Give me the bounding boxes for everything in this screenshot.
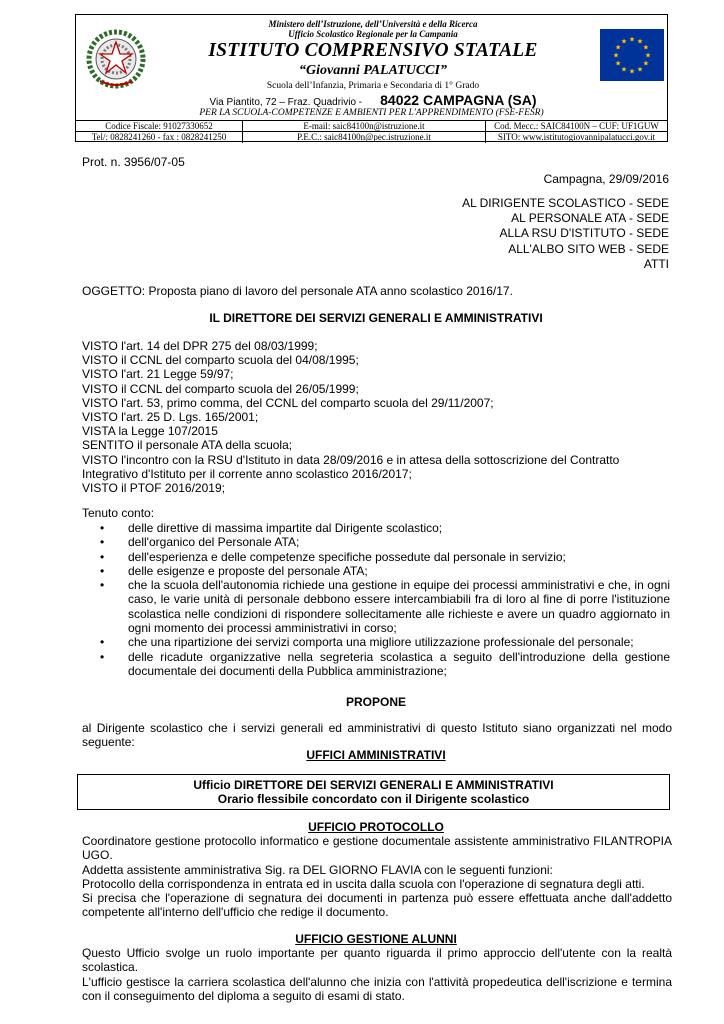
pec-address[interactable]: P.E.C.: saic84100n@pec.istruzione.it: [243, 132, 486, 143]
list-item-text: dell'esperienza e delle competenze specifiche possedute dal personale in servizio;: [128, 549, 566, 564]
list-item: [82, 578, 670, 635]
list-item-text: delle ricadute organizzative nella segreteria scolastica a seguito dell'introduzione della gestione documentale dei documenti della Pubblica amministrazione;: [128, 649, 670, 678]
ministry-line: Ministero dell’Istruzione, dell’Università e della Ricerca: [268, 19, 478, 29]
legal-references-list: [82, 339, 672, 495]
eu-star-icon: ★: [636, 37, 644, 46]
bullet-icon: •: [100, 535, 105, 550]
institute-name: “Giovanni PALATUCCI”: [299, 63, 447, 78]
eu-star-icon: ★: [620, 37, 628, 46]
eu-star-icon: ★: [614, 59, 622, 68]
recipient-line: AL PERSONALE ATA - SEDE: [511, 211, 669, 226]
eu-star-icon: ★: [628, 67, 636, 76]
list-item: [82, 564, 670, 578]
list-item: [82, 650, 670, 679]
mechanographic-code: Cod. Mecc.: SAIC84100N – CUF: UF1GUW: [494, 121, 659, 131]
address-line: [154, 92, 592, 108]
protocollo-functions: Protocollo della corrispondenza in entrata ed in uscita dalla scuola con l'operazione di segnatura degli atti.: [82, 877, 645, 891]
protocollo-heading: UFFICIO PROTOCOLLO: [308, 820, 444, 834]
considerations-list: [82, 521, 670, 678]
letterhead: [75, 14, 668, 142]
dsga-office-title: Ufficio DIRETTORE DEI SERVIZI GENERALI E AMMINISTRATIVI: [193, 778, 554, 792]
legal-reference-line: Integrativo d'Istituto per il corrente anno scolastico 2016/2017;: [82, 466, 412, 481]
dsga-office-box: [77, 774, 670, 810]
institute-type-title: ISTITUTO COMPRENSIVO STATALE: [208, 40, 538, 61]
eu-star-icon: ★: [644, 51, 652, 60]
eu-star-icon: ★: [642, 43, 650, 52]
regional-office-line: Ufficio Scolastico Regionale per la Campania: [288, 29, 458, 39]
phone-fax: Tel/: 0828241260 - fax : 0828241250: [76, 132, 243, 143]
eu-flag-icon: [600, 29, 664, 81]
city-postcode: 84022 CAMPAGNA (SA): [380, 92, 537, 108]
recipient-line: ALLA RSU D'ISTITUTO - SEDE: [499, 226, 669, 241]
place-date: Campagna, 29/09/2016: [543, 172, 669, 186]
dsga-office-schedule: Orario flessibile concordato con il Dirigente scolastico: [217, 792, 530, 806]
list-item-text: che la scuola dell'autonomia richiede una gestione in equipe dei processi amministrativi e che, in ogni caso, le varie unità di personale debbono essere intercambiabili fra di loro al fine di porre l'istituzione scolastica nelle condizioni di rispondere sollecitamente alle richieste e avere un quadro aggiornato in ogni momento dei processi amministrativi in corso;: [128, 578, 670, 636]
protocollo-coordinator: Coordinatore gestione protocollo informatico e gestione documentale assistente amministrativo FILANTROPIA UGO.: [82, 834, 672, 863]
bullet-icon: •: [100, 521, 105, 535]
email-address[interactable]: E-mail: saic84100n@istruzione.it: [243, 121, 486, 132]
list-item-text: delle esigenze e proposte del personale ATA;: [128, 563, 368, 578]
uffici-heading: UFFICI AMMINISTRATIVI: [306, 748, 446, 762]
alunni-heading: UFFICIO GESTIONE ALUNNI: [295, 932, 457, 946]
legal-reference-line: VISTA la Legge 107/2015: [82, 424, 218, 439]
protocollo-assigned: Addetta assistente amministrativa Sig. ra DEL GIORNO FLAVIA con le seguenti funzioni:: [82, 863, 553, 877]
eu-star-icon: ★: [614, 43, 622, 52]
bullet-icon: •: [100, 563, 105, 578]
legal-reference-line: VISTO l'art. 25 D. Lgs. 165/2001;: [82, 410, 259, 425]
legal-reference-line: VISTO l'art. 53, primo comma, del CCNL del comparto scuola del 29/11/2007;: [82, 395, 494, 410]
list-item: [82, 635, 670, 649]
alunni-paragraph-2: L'ufficio gestisce la carriera scolastica dell'alunno che inizia con l'attività propedeutica dell'iscrizione e termina con il conseguimento del diploma a seguito di esami di stato.: [82, 975, 672, 1004]
legal-reference-line: VISTO l'art. 14 del DPR 275 del 08/03/1999;: [82, 339, 318, 353]
list-item: [82, 521, 670, 535]
bullet-icon: •: [100, 578, 105, 593]
tenuto-heading: Tenuto conto:: [82, 506, 155, 520]
legal-reference-line: VISTO l'incontro con la RSU d'Istituto in data 28/09/2016 e in attesa della sottoscrizione del Contratto: [82, 452, 620, 467]
eu-star-icon: ★: [636, 65, 644, 74]
author-heading: IL DIRETTORE DEI SERVIZI GENERALI E AMMINISTRATIVI: [209, 311, 543, 325]
street-address: Via Piantito, 72 – Fraz. Quadrivio -: [209, 97, 363, 108]
legal-reference-line: SENTITO il personale ATA della scuola;: [82, 438, 293, 453]
propone-text: al Dirigente scolastico che i servizi generali ed amministrativi di questo Istituto siano organizzati nel modo seguente:: [82, 721, 672, 750]
italian-republic-emblem-icon: [86, 29, 146, 91]
recipient-line: AL DIRIGENTE SCOLASTICO - SEDE: [462, 196, 669, 210]
list-item: [82, 535, 670, 549]
propone-heading: PROPONE: [345, 695, 406, 709]
bullet-icon: •: [100, 649, 105, 664]
subject-line: OGGETTO: Proposta piano di lavoro del personale ATA anno scolastico 2016/17.: [82, 284, 513, 298]
school-levels-line: Scuola dell’Infanzia, Primaria e Secondaria di 1° Grado: [266, 81, 480, 91]
list-item: [82, 550, 670, 564]
eu-star-icon: ★: [620, 65, 628, 74]
eu-star-icon: ★: [628, 35, 636, 44]
protocollo-note: Si precisa che l'operazione di segnatura dei documenti in partenza può essere effettuata anche dall'addetto competente all'interno dell'ufficio che redige il documento.: [82, 891, 672, 920]
list-item-text: delle direttive di massima impartite dal Dirigente scolastico;: [128, 521, 443, 535]
pon-motto: PER LA SCUOLA-COMPETENZE E AMBIENTI PER L'APPRENDIMENTO (FSE-FESR): [199, 108, 544, 118]
legal-reference-line: VISTO il CCNL del comparto scuola del 26/05/1999;: [82, 381, 359, 396]
eu-star-icon: ★: [612, 51, 620, 60]
eu-star-icon: ★: [642, 59, 650, 68]
protocol-number: Prot. n. 3956/07-05: [82, 155, 185, 169]
info-row: [76, 131, 667, 143]
bullet-icon: •: [100, 635, 105, 650]
legal-reference-line: VISTO il PTOF 2016/2019;: [82, 481, 225, 496]
recipient-line: ALL'ALBO SITO WEB - SEDE: [508, 241, 669, 256]
legal-reference-line: VISTO il CCNL del comparto scuola del 04/08/1995;: [82, 353, 359, 368]
recipient-line: ATTI: [643, 256, 669, 271]
list-item-text: dell'organico del Personale ATA;: [128, 535, 300, 550]
recipients-block: [380, 196, 669, 272]
website-link[interactable]: SITO: www.istitutogiovannipalatucci.gov.it: [497, 132, 656, 142]
legal-reference-line: VISTO l'art. 21 Legge 59/97;: [82, 367, 234, 382]
list-item-text: che una ripartizione dei servizi comporta una migliore utilizzazione professionale del personale;: [128, 635, 634, 650]
bullet-icon: •: [100, 549, 105, 564]
fiscal-code: Codice Fiscale: 91027330652: [76, 121, 243, 132]
alunni-paragraph-1: Questo Ufficio svolge un ruolo importante per quanto riguarda il primo approccio dell'utente con la realtà scolastica.: [82, 946, 672, 975]
